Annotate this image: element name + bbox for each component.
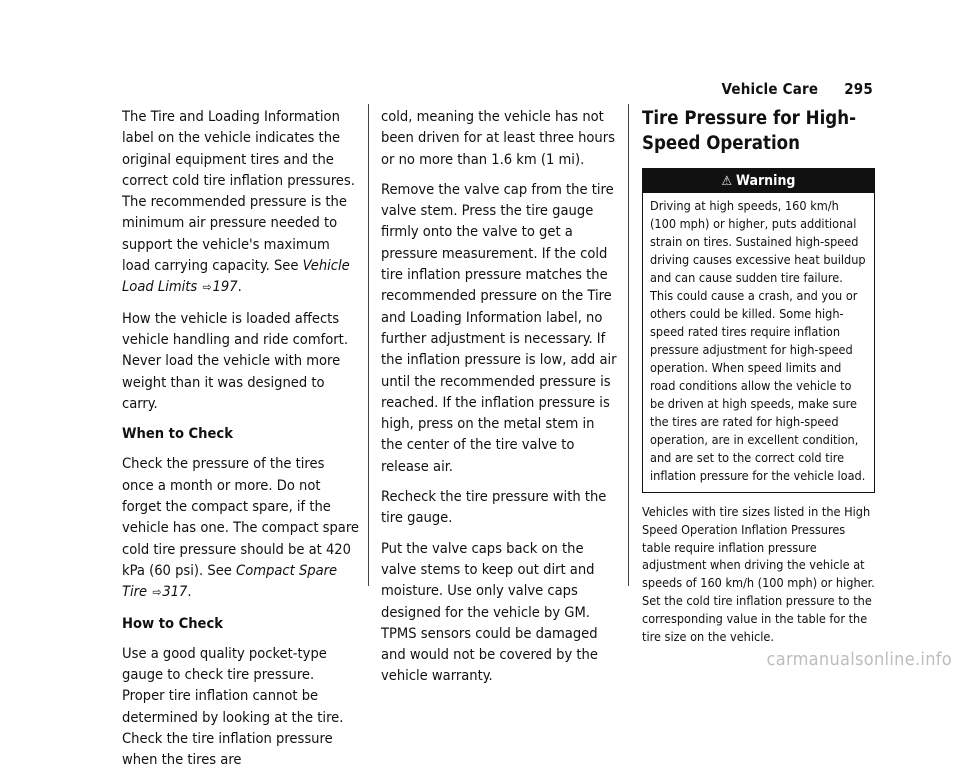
warning-triangle-icon: ⚠ [721, 174, 733, 189]
warning-title: Warning [736, 173, 796, 189]
column-1 [122, 106, 360, 780]
paragraph: cold, meaning the vehicle has not been driven for at least three hours or no more than 1.6 km (1 mi). [381, 108, 615, 168]
column-divider-1 [368, 104, 369, 586]
page-header [722, 80, 873, 98]
cross-reference-page[interactable]: 197 [212, 278, 238, 296]
paragraph: Vehicles with tire sizes listed in the High Speed Operation Inflation Pressures table require inflation pressure adjustment when driving the vehicle at speeds of 160 km/h (100 mph) or higher. Set the cold tire inflation pressure to the corresponding value in the table for the tire size on the vehicle. [642, 504, 875, 644]
paragraph: Recheck the tire pressure with the tire gauge. [381, 488, 607, 527]
watermark: carmanualsonline.info [766, 649, 952, 670]
page-ref-icon: ⇨ [202, 280, 212, 295]
paragraph-text: Check the pressure of the tires once a month or more. Do not forget the compact spare, if the vehicle has one. The compact spare cold tire pressure should be at 420 kPa (60 psi). See [122, 455, 360, 579]
warning-box [642, 168, 875, 493]
page-ref-icon: ⇨ [152, 585, 162, 600]
page-number: 295 [844, 80, 873, 98]
paragraph: Put the valve caps back on the valve stems to keep out dirt and moisture. Use only valve caps designed for the vehicle by GM. TPMS sensors could be damaged and would not be covered by the vehicle warranty. [381, 539, 598, 685]
paragraph-text: The Tire and Loading Information label on the vehicle indicates the original equipment tires and the correct cold tire inflation pressures. The recommended pressure is the minimum air pressure needed to support the vehicle's maximum load carrying capacity. See [122, 108, 355, 275]
subheading-when-to-check: When to Check [122, 425, 233, 443]
paragraph: How the vehicle is loaded affects vehicle handling and ride comfort. Never load the vehicle with more weight than it was designed to carry. [122, 309, 348, 412]
paragraph: Use a good quality pocket-type gauge to check tire pressure. Proper tire inflation cannot be determined by looking at the tire. Check the tire inflation pressure when the tires are [122, 644, 344, 769]
column-2 [381, 106, 619, 696]
section-title: Vehicle Care [721, 80, 819, 98]
paragraph: Check the pressure of the tires once a month or more. Do not forget the compact spare, if the vehicle has one. The compact spare cold tire pressure should be at 420 kPa (60 psi). See Compact Spare Tire ⇨317. [122, 455, 360, 601]
column-3 [642, 106, 875, 654]
paragraph: Remove the valve cap from the tire valve stem. Press the tire gauge firmly onto the valve to get a pressure measurement. If the cold tire inflation pressure matches the recommended pressure on the Tire and Loading Information label, no further adjustment is necessary. If the inflation pressure is low, add air until the recommended pressure is reached. If the inflation pressure is high, press on the metal stem in the center of the tire valve to release air. [381, 180, 617, 475]
cross-reference-link[interactable]: Compact Spare Tire [122, 561, 338, 601]
column-divider-2 [628, 104, 629, 586]
cross-reference-link[interactable]: Vehicle Load Limits [122, 257, 350, 296]
warning-header [643, 169, 874, 193]
paragraph: The Tire and Loading Information label on the vehicle indicates the original equipment tires and the correct cold tire inflation pressures. The recommended pressure is the minimum air pressure needed to support the vehicle's maximum load carrying capacity. See Vehicle Load Limits ⇨197. [122, 108, 355, 296]
subheading-how-to-check: How to Check [122, 614, 223, 632]
section-heading: Tire Pressure for High-Speed Operation [642, 108, 856, 154]
cross-reference-page[interactable]: 317 [162, 583, 188, 601]
warning-text: Driving at high speeds, 160 km/h (100 mph) or higher, puts additional strain on tires. Sustained high-speed driving causes excessive heat buildup and can cause sudden tire failure. This could cause a crash, and you or others could be killed. Some high-speed rated tires require inflation pressure adjustment for high-speed operation. When speed limits and road conditions allow the vehicle to be driven at high speeds, make sure the tires are rated for high-speed operation, are in excellent condition, and are set to the correct cold tire inflation pressure for the vehicle load. [650, 198, 866, 483]
